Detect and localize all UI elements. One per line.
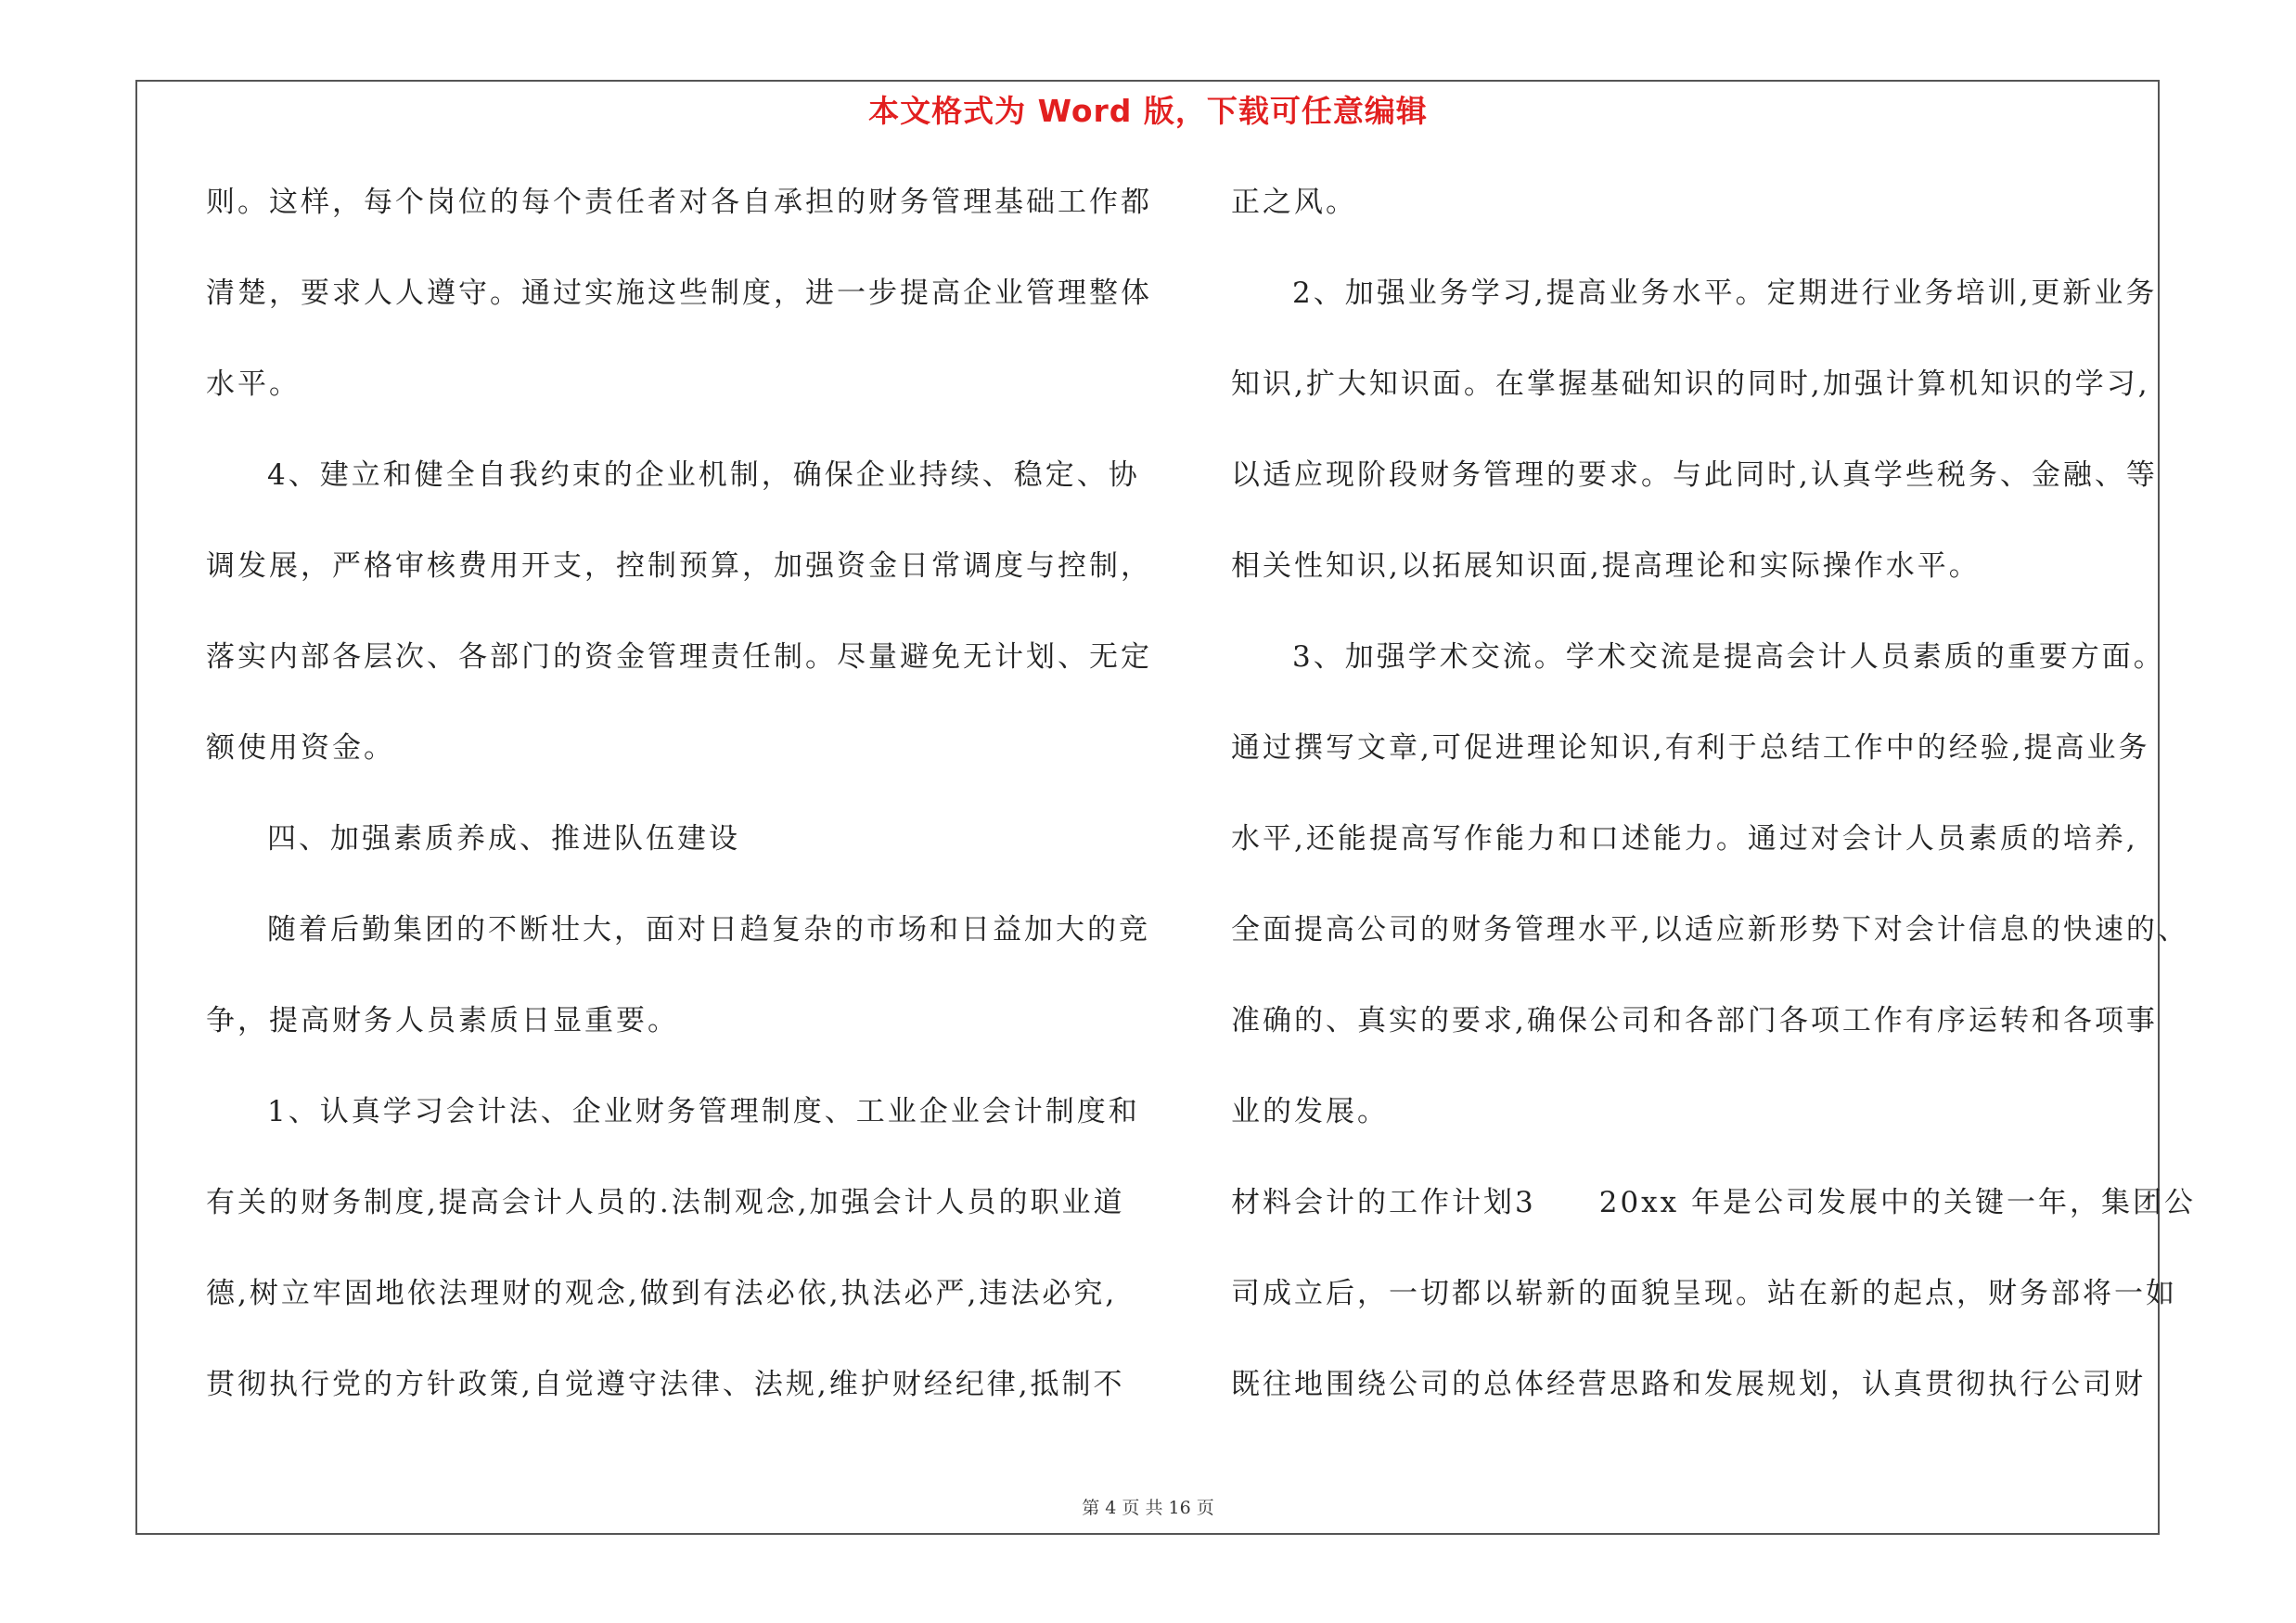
right-column-line: 知识,扩大知识面。在掌握基础知识的同时,加强计算机知识的学习, bbox=[1231, 367, 2150, 401]
document-banner: 本文格式为 Word 版，下载可任意编辑 bbox=[868, 93, 1428, 129]
left-column-line: 争，提高财务人员素质日显重要。 bbox=[206, 1004, 679, 1037]
right-column-line: 通过撰写文章,可促进理论知识,有利于总结工作中的经验,提高业务 bbox=[1231, 731, 2150, 765]
left-column-line: 1、认真学习会计法、企业财务管理制度、工业企业会计制度和 bbox=[267, 1095, 1140, 1128]
right-column-line: 3、加强学术交流。学术交流是提高会计人员素质的重要方面。 bbox=[1292, 640, 2165, 674]
left-column-line: 有关的财务制度,提高会计人员的.法制观念,加强会计人员的职业道 bbox=[206, 1186, 1125, 1219]
left-column-line: 4、建立和健全自我约束的企业机制，确保企业持续、稳定、协 bbox=[267, 458, 1140, 492]
right-column-line: 全面提高公司的财务管理水平,以适应新形势下对会计信息的快速的、 bbox=[1231, 913, 2189, 947]
right-column-line: 准确的、真实的要求,确保公司和各部门各项工作有序运转和各项事 bbox=[1231, 1004, 2158, 1037]
left-column-line: 随着后勤集团的不断壮大，面对日趋复杂的市场和日益加大的竞 bbox=[267, 913, 1150, 947]
right-column-line: 2、加强业务学习,提高业务水平。定期进行业务培训,更新业务 bbox=[1292, 277, 2158, 310]
right-column-line: 司成立后，一切都以崭新的面貌呈现。站在新的起点，财务部将一如 bbox=[1231, 1277, 2177, 1310]
left-column-line: 贯彻执行党的方针政策,自觉遵守法律、法规,维护财经纪律,抵制不 bbox=[206, 1368, 1125, 1401]
right-column-line: 材料会计的工作计划3 20xx 年是公司发展中的关键一年，集团公 bbox=[1231, 1186, 2196, 1219]
left-column-line: 四、加强素质养成、推进队伍建设 bbox=[267, 822, 740, 856]
left-column-line: 清楚，要求人人遵守。通过实施这些制度，进一步提高企业管理整体 bbox=[206, 277, 1152, 310]
right-column-line: 相关性知识,以拓展知识面,提高理论和实际操作水平。 bbox=[1231, 549, 1981, 583]
right-column-line: 既往地围绕公司的总体经营思路和发展规划，认真贯彻执行公司财 bbox=[1231, 1368, 2146, 1401]
right-column-line: 水平,还能提高写作能力和口述能力。通过对会计人员素质的培养, bbox=[1231, 822, 2138, 856]
left-column-line: 则。这样，每个岗位的每个责任者对各自承担的财务管理基础工作都 bbox=[206, 186, 1152, 219]
left-column-line: 落实内部各层次、各部门的资金管理责任制。尽量避免无计划、无定 bbox=[206, 640, 1152, 674]
left-column-line: 额使用资金。 bbox=[206, 731, 395, 765]
right-column-line: 业的发展。 bbox=[1231, 1095, 1389, 1128]
left-column-line: 水平。 bbox=[206, 367, 301, 401]
right-column-line: 以适应现阶段财务管理的要求。与此同时,认真学些税务、金融、等 bbox=[1231, 458, 2158, 492]
right-column-line: 正之风。 bbox=[1231, 186, 1357, 219]
left-column-line: 德,树立牢固地依法理财的观念,做到有法必依,执法必严,违法必究, bbox=[206, 1277, 1118, 1310]
left-column-line: 调发展，严格审核费用开支，控制预算，加强资金日常调度与控制， bbox=[206, 549, 1152, 583]
page-footer: 第 4 页 共 16 页 bbox=[1082, 1498, 1214, 1518]
